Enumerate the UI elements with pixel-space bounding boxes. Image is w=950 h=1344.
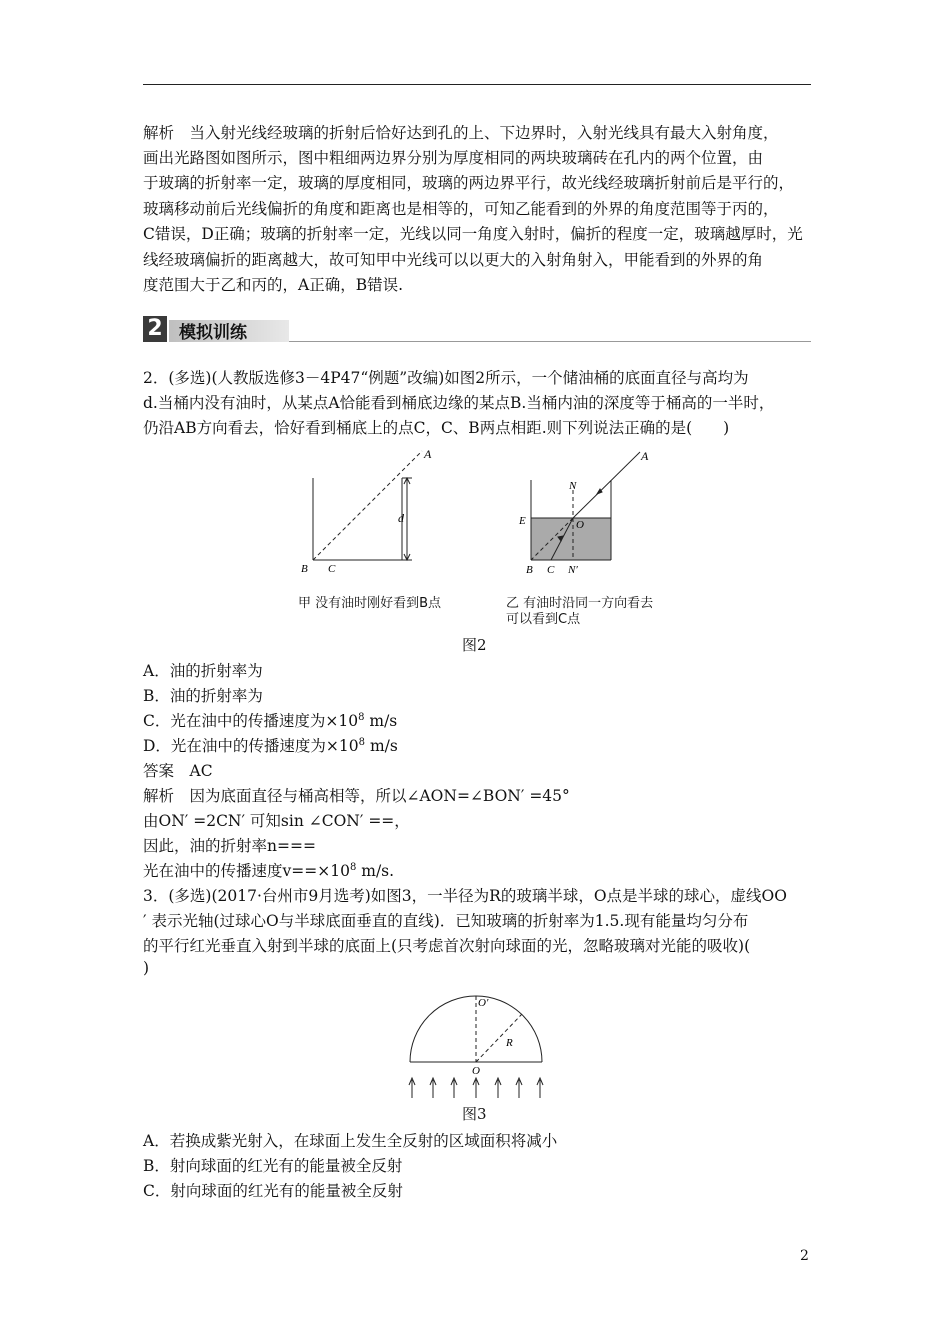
text-line: 线经玻璃偏折的距离越大，故可知甲中光线可以以更大的入射角射入，甲能看到的外界的角 bbox=[143, 251, 764, 269]
question-line: 3．(多选)(2017·台州市9月选考)如图3，一半径为R的玻璃半球，O点是半球的球心，虚线OO bbox=[143, 887, 787, 905]
question-line: ′ 表示光轴(过球心O与半球底面垂直的直线)．已知玻璃的折射率为1.5.现有能量均匀分布 bbox=[143, 912, 749, 930]
analysis-line: 光在油中的传播速度$v==\times 10^8$ m/s. bbox=[143, 861, 395, 880]
figure-2-label: 图2 bbox=[462, 636, 487, 654]
option-c: C．射向球面的红光有的能量被全反射 bbox=[143, 1182, 403, 1200]
section-rule bbox=[289, 341, 811, 342]
figure-3-label: 图3 bbox=[462, 1105, 487, 1123]
option-a: A．油的折射率为 bbox=[143, 662, 263, 680]
label-N-prime: N′ bbox=[568, 564, 578, 576]
page-number: 2 bbox=[800, 1248, 809, 1264]
label-E: E bbox=[519, 515, 526, 527]
question-line: 仍沿AB方向看去，恰好看到桶底上的点C，C、B两点相距.则下列说法正确的是( ) bbox=[143, 419, 730, 437]
option-d: D．光在油中的传播速度为$\times 10^8$ m/s bbox=[143, 736, 398, 755]
header-rule bbox=[143, 84, 811, 85]
label-C-right: C bbox=[547, 564, 555, 576]
analysis-line: 因此，油的折射率n=== bbox=[143, 837, 316, 855]
text-line: 画出光路图如图所示，图中粗细两边界分别为厚度相同的两块玻璃砖在孔内的两个位置，由 bbox=[143, 149, 764, 167]
figure-2-right-caption-1: 乙 有油时沿同一方向看去 bbox=[506, 596, 654, 611]
question-line: ) bbox=[143, 959, 150, 977]
analysis-line: 解析 因为底面直径与桶高相等，所以∠AON=∠BON′ =45° bbox=[143, 787, 570, 805]
text-line: 于玻璃的折射率一定，玻璃的厚度相同，玻璃的两边界平行，故光线经玻璃折射前后是平行的， bbox=[143, 174, 795, 192]
text-line: 解析 当入射光线经玻璃的折射后恰好达到孔的上、下边界时，入射光线具有最大入射角度， bbox=[143, 124, 779, 142]
option-c: C．光在油中的传播速度为$\times 10^8$ m/s bbox=[143, 711, 398, 730]
label-A-left: A bbox=[424, 447, 432, 461]
label-O-prime: O′ bbox=[478, 997, 489, 1009]
question-line: d.当桶内没有油时，从某点A恰能看到桶底边缘的某点B.当桶内油的深度等于桶高的一半时， bbox=[143, 394, 775, 412]
label-B-left: B bbox=[301, 563, 308, 575]
incident-arrows bbox=[409, 1078, 543, 1098]
figure-2-left-caption: 甲 没有油时刚好看到B点 bbox=[298, 596, 442, 611]
label-d: d bbox=[398, 511, 404, 525]
text-line: C错误，D正确；玻璃的折射率一定，光线以同一角度入射时，偏折的程度一定，玻璃越厚时，光 bbox=[143, 225, 803, 243]
figure-2-diagram bbox=[290, 440, 670, 580]
question-line: 的平行红光垂直入射到半球的底面上(只考虑首次射向球面的光，忽略玻璃对光能的吸收)( bbox=[143, 937, 751, 955]
answer: 答案 AC bbox=[143, 762, 213, 780]
label-N: N bbox=[569, 480, 577, 492]
figure-2-right-caption-2: 可以看到C点 bbox=[506, 612, 581, 627]
figure-2-left bbox=[313, 451, 422, 560]
text-line: 度范围大于乙和丙的，A正确，B错误. bbox=[143, 276, 404, 294]
option-b: B．射向球面的红光有的能量被全反射 bbox=[143, 1157, 403, 1175]
section-title: 模拟训练 bbox=[179, 323, 247, 343]
question-line: 2．(多选)(人教版选修3－4P47“例题”改编)如图2所示，一个储油桶的底面直径与高均为 bbox=[143, 369, 749, 387]
analysis-line: 由ON′ =2CN′ 可知sin ∠CON′ ==， bbox=[143, 812, 410, 830]
section-number: 2 bbox=[143, 316, 167, 342]
text-line: 玻璃移动前后光线偏折的角度和距离也是相等的，可知乙能看到的外界的角度范围等于丙的， bbox=[143, 200, 779, 218]
label-R: R bbox=[506, 1037, 513, 1049]
label-O-center: O bbox=[472, 1065, 480, 1077]
label-B-right: B bbox=[526, 564, 533, 576]
label-C-left: C bbox=[328, 563, 336, 575]
oil-region bbox=[531, 518, 611, 560]
option-b: B．油的折射率为 bbox=[143, 687, 263, 705]
label-O: O bbox=[576, 519, 584, 531]
section-header bbox=[143, 316, 811, 344]
option-a: A．若换成紫光射入，在球面上发生全反射的区域面积将减小 bbox=[143, 1132, 558, 1150]
label-A-right: A bbox=[641, 449, 649, 463]
figure-3-diagram bbox=[400, 986, 550, 1104]
